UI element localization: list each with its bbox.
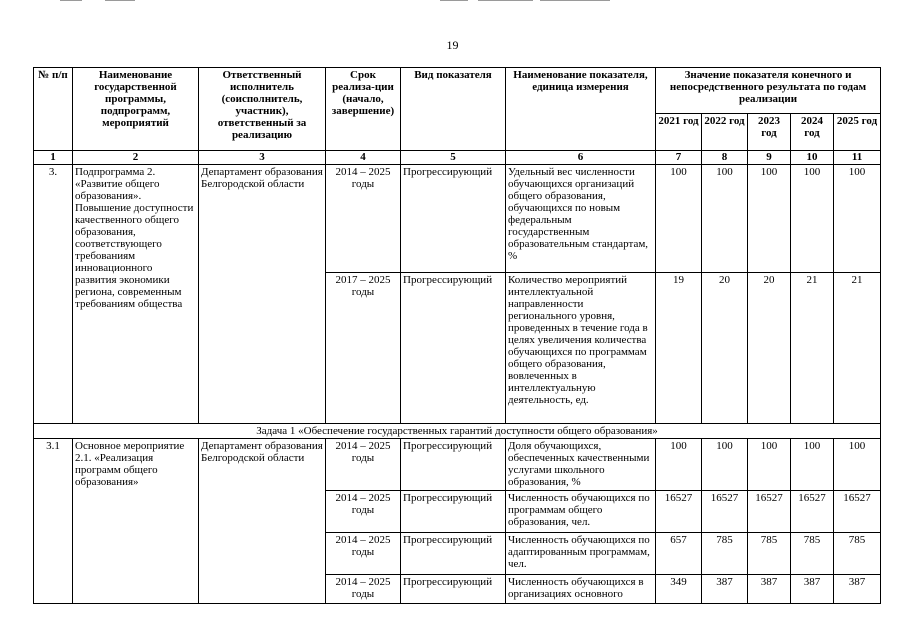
indicator-type: Прогрессирующий [401, 491, 506, 533]
value-2025: 785 [834, 533, 881, 575]
header-values-group: Значение показателя конечного и непосредственного результата по годам реализации [656, 68, 881, 114]
value-2024: 100 [791, 165, 834, 273]
scan-edge-mark [540, 0, 610, 1]
value-2025: 100 [834, 439, 881, 491]
term: 2014 – 2025 годы [326, 439, 401, 491]
value-2022: 387 [702, 575, 748, 604]
value-2021: 657 [656, 533, 702, 575]
term: 2017 – 2025 годы [326, 273, 401, 424]
value-2021: 19 [656, 273, 702, 424]
value-2022: 100 [702, 439, 748, 491]
value-2021: 349 [656, 575, 702, 604]
indicator-type: Прогрессирующий [401, 273, 506, 424]
header-year: 2022 год [702, 114, 748, 151]
indicator-name: Численность обучающихся по программам общего образования, чел. [506, 491, 656, 533]
header-year: 2024 год [791, 114, 834, 151]
value-2025: 16527 [834, 491, 881, 533]
executor: Департамент образования Белгородской области [199, 439, 326, 604]
indicator-name: Количество мероприятий интеллектуальной направленности регионального уровня, проведенных в течение года в целях увеличения количества обучающихся по программам общего образования, вовлеченных в интеллектуальную деятельность, ед. [506, 273, 656, 424]
header-executor: Ответственный исполнитель (соисполнитель, участник), ответственный за реализацию [199, 68, 326, 151]
value-2024: 387 [791, 575, 834, 604]
value-2022: 20 [702, 273, 748, 424]
header-year: 2023 год [748, 114, 791, 151]
value-2023: 16527 [748, 491, 791, 533]
value-2024: 16527 [791, 491, 834, 533]
term: 2014 – 2025 годы [326, 533, 401, 575]
indicators-table [33, 67, 881, 604]
indicator-type: Прогрессирующий [401, 165, 506, 273]
term: 2014 – 2025 годы [326, 491, 401, 533]
value-2022: 100 [702, 165, 748, 273]
column-number: 1 [34, 151, 73, 165]
program-name: Основное мероприятие 2.1. «Реализация программ общего образования» [73, 439, 199, 604]
value-2024: 21 [791, 273, 834, 424]
column-number: 11 [834, 151, 881, 165]
header-indicator-name: Наименование показателя, единица измерения [506, 68, 656, 151]
value-2024: 100 [791, 439, 834, 491]
task-title: Задача 1 «Обеспечение государственных гарантий доступности общего образования» [34, 424, 881, 439]
column-number: 5 [401, 151, 506, 165]
indicator-name: Численность обучающихся в организациях основного [506, 575, 656, 604]
value-2023: 387 [748, 575, 791, 604]
column-number-row [34, 151, 881, 165]
column-number: 9 [748, 151, 791, 165]
value-2025: 100 [834, 165, 881, 273]
value-2021: 16527 [656, 491, 702, 533]
header-year: 2025 год [834, 114, 881, 151]
header-year: 2021 год [656, 114, 702, 151]
column-number: 3 [199, 151, 326, 165]
value-2021: 100 [656, 439, 702, 491]
row-number: 3. [34, 165, 73, 424]
value-2023: 785 [748, 533, 791, 575]
executor: Департамент образования Белгородской области [199, 165, 326, 424]
value-2024: 785 [791, 533, 834, 575]
header-term: Срок реализа-ции (начало, завершение) [326, 68, 401, 151]
table-row [34, 439, 881, 491]
value-2025: 21 [834, 273, 881, 424]
header-indicator-type: Вид показателя [401, 68, 506, 151]
column-number: 4 [326, 151, 401, 165]
indicator-type: Прогрессирующий [401, 533, 506, 575]
program-name: Подпрограмма 2. «Развитие общего образования». Повышение доступности качественного общего образования, соответствующего требованиям инновационного развития экономики региона, современным требованиям общества [73, 165, 199, 424]
term: 2014 – 2025 годы [326, 575, 401, 604]
column-number: 2 [73, 151, 199, 165]
value-2021: 100 [656, 165, 702, 273]
table-row [34, 165, 881, 273]
scan-edge-mark [440, 0, 468, 1]
value-2023: 100 [748, 165, 791, 273]
indicator-name: Удельный вес численности обучающихся организаций общего образования, обучающихся по новым федеральным государственным образовательным стандартам, % [506, 165, 656, 273]
row-number: 3.1 [34, 439, 73, 604]
term: 2014 – 2025 годы [326, 165, 401, 273]
header-num: № п/п [34, 68, 73, 151]
column-number: 7 [656, 151, 702, 165]
column-number: 6 [506, 151, 656, 165]
task-row [34, 424, 881, 439]
indicator-type: Прогрессирующий [401, 439, 506, 491]
indicator-name: Доля обучающихся, обеспеченных качественными услугами школьного образования, % [506, 439, 656, 491]
column-number: 8 [702, 151, 748, 165]
scan-edge-mark [105, 0, 135, 1]
page-number: 19 [446, 38, 459, 52]
value-2022: 785 [702, 533, 748, 575]
column-number: 10 [791, 151, 834, 165]
value-2023: 100 [748, 439, 791, 491]
value-2023: 20 [748, 273, 791, 424]
scan-edge-mark [60, 0, 82, 1]
value-2025: 387 [834, 575, 881, 604]
header-name: Наименование государственной программы, подпрограмм, мероприятий [73, 68, 199, 151]
value-2022: 16527 [702, 491, 748, 533]
indicator-type: Прогрессирующий [401, 575, 506, 604]
indicator-name: Численность обучающихся по адаптированным программам, чел. [506, 533, 656, 575]
scan-edge-mark [478, 0, 533, 1]
